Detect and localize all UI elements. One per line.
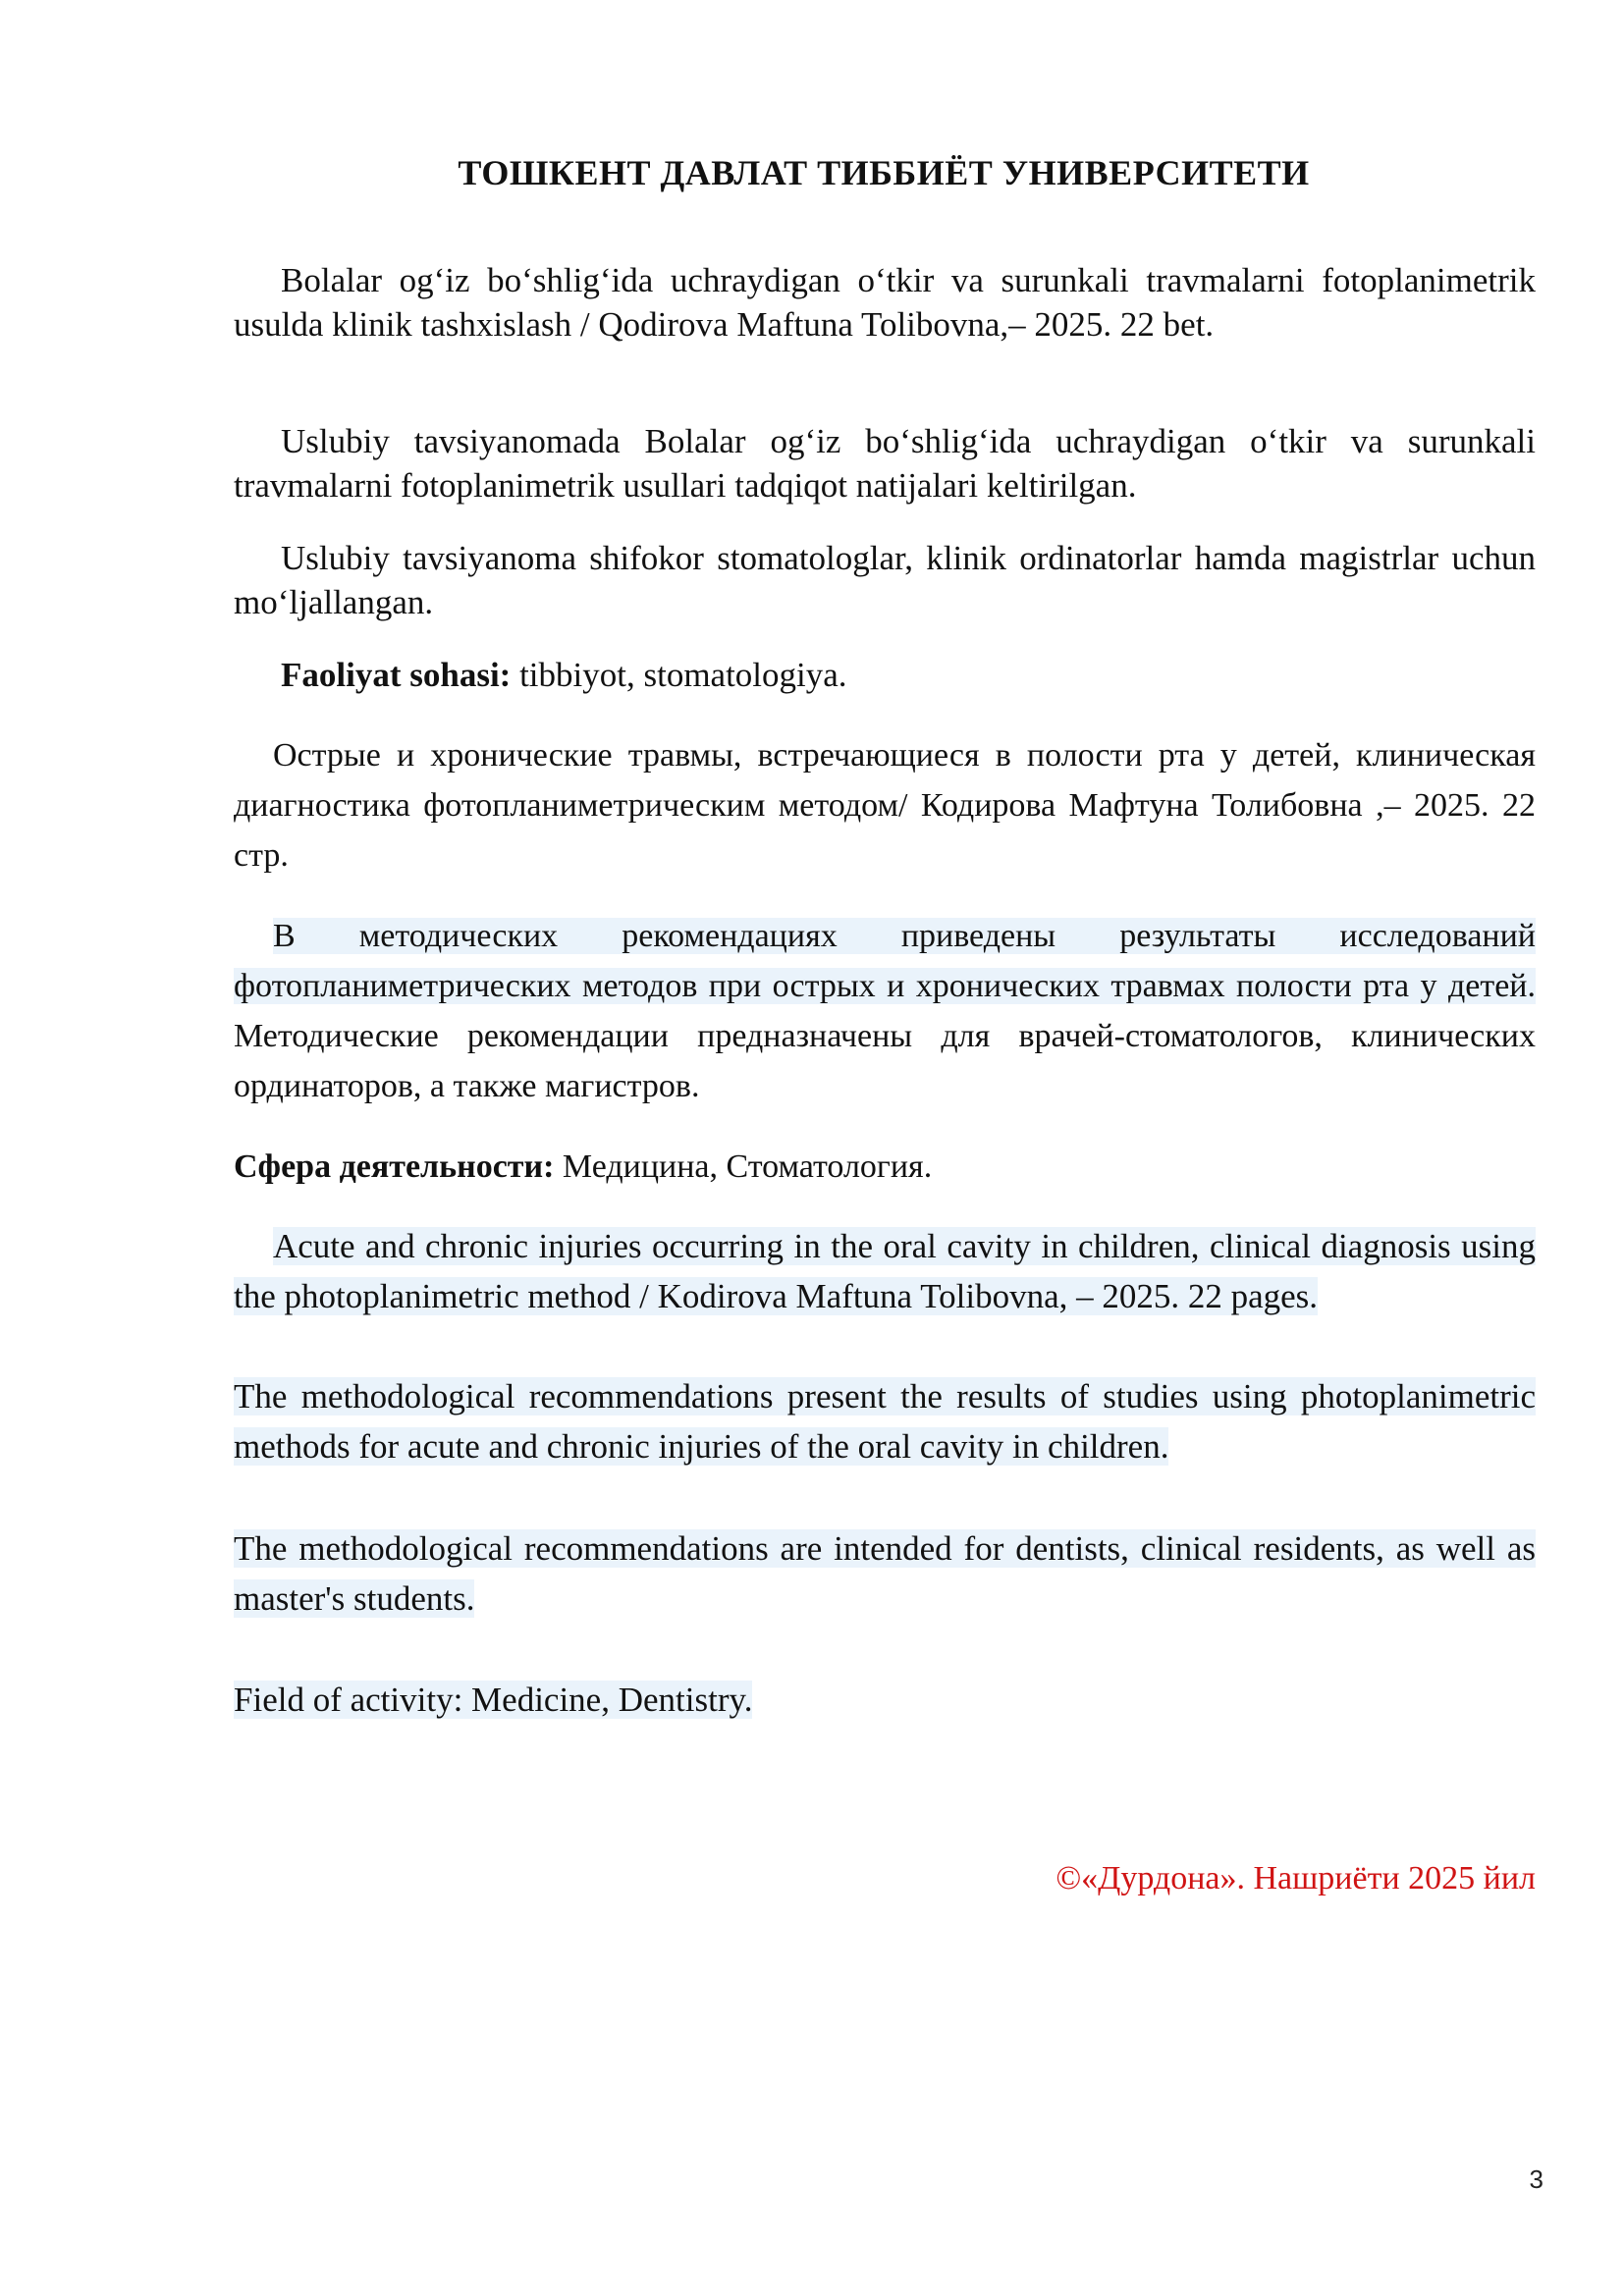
en-audience-text: The methodological recommendations are intended for dentists, clinical residents, as well as master's students. — [234, 1529, 1536, 1618]
en-citation-text: Acute and chronic injuries occurring in the oral cavity in children, clinical diagnosis using the photoplanimetric method / Kodirova Maftuna Tolibovna, – 2025. 22 pages. — [234, 1227, 1536, 1315]
en-citation — [234, 1221, 1536, 1321]
uz-citation: Bolalar og‘iz bo‘shlig‘ida uchraydigan o‘tkir va surunkali travmalarni fotoplanimetrik usulda klinik tashxislash / Qodirova Maftuna Tolibovna,– 2025. 22 bet. — [234, 261, 1536, 344]
uz-audience: Uslubiy tavsiyanoma shifokor stomatologlar, klinik ordinatorlar hamda magistrlar uchun mo‘ljallangan. — [234, 539, 1536, 621]
university-title: ТОШКЕНТ ДАВЛАТ ТИББИЁТ УНИВЕРСИТЕТИ — [458, 153, 1310, 192]
en-summary-text: The methodological recommendations present the results of studies using photoplanimetric methods for acute and chronic injuries of the oral cavity in children. — [234, 1377, 1536, 1466]
uz-summary: Uslubiy tavsiyanomada Bolalar og‘iz bo‘shlig‘ida uchraydigan o‘tkir va surunkali travmalarni fotoplanimetrik usullari tadqiqot natijalari keltirilgan. — [234, 422, 1536, 505]
page-number: 3 — [1529, 2164, 1543, 2194]
ru-field-label: Сфера деятельности: — [234, 1148, 555, 1185]
ru-summary — [234, 911, 1536, 1111]
uz-field-value: tibbiyot, stomatologiya. — [511, 656, 847, 694]
ru-citation: Острые и хронические травмы, встречающиеся в полости рта у детей, клиническая диагностика фотопланиметрическим методом/ Кодирова Мафтуна Толибовна ,– 2025. 22 стр. — [234, 737, 1536, 874]
en-field-text: Field of activity: Medicine, Dentistry. — [234, 1681, 753, 1719]
en-field-of-activity — [234, 1675, 1536, 1725]
publisher-copyright: ©«Дурдона». Нашриёти 2025 йил — [1056, 1860, 1536, 1896]
ru-summary-highlighted: В методических рекомендациях приведены результаты исследований фотопланиметрических методов при острых и хронических травмах полости рта у детей. — [234, 918, 1536, 1004]
uz-field-label: Faoliyat sohasi: — [281, 656, 512, 694]
uz-field-of-activity — [234, 653, 1536, 697]
ru-field-of-activity — [234, 1142, 1536, 1192]
ru-field-value: Медицина, Стоматология. — [554, 1148, 933, 1185]
en-audience — [234, 1523, 1536, 1624]
en-summary — [234, 1371, 1536, 1471]
ru-summary-audience: Методические рекомендации предназначены для врачей-стоматологов, клинических ординаторов, а также магистров. — [234, 1018, 1536, 1104]
